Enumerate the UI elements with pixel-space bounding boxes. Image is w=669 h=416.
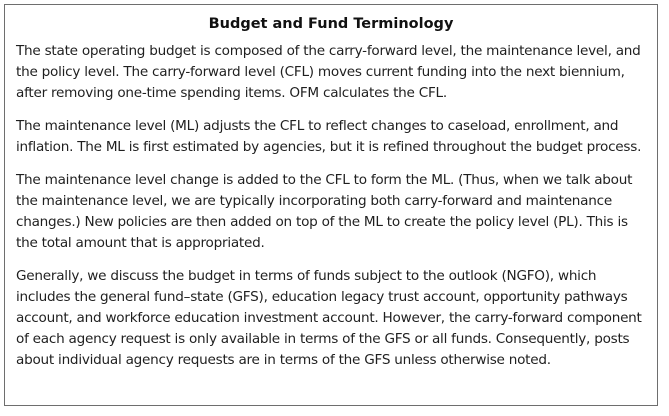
paragraph-policy-level: The maintenance level change is added to the CFL to form the ML. (Thus, when we talk about the maintenance level, we are typically incorporating both carry-forward and maintenance changes.) New policies are then added on top of the ML to create the policy level (PL). This is the total amount that is appropriated. bbox=[16, 172, 633, 251]
paragraph-funds-outlook: Generally, we discuss the budget in terms of funds subject to the outlook (NGFO), which includes the general fund–state (GFS), education legacy trust account, opportunity pathways account, and workforce education investment account. However, the carry-forward component of each agency request is only available in terms of the GFS or all funds. Consequently, posts about individual agency requests are in terms of the GFS unless otherwise noted. bbox=[16, 268, 642, 368]
terminology-box bbox=[4, 4, 658, 406]
box-title: Budget and Fund Terminology bbox=[208, 16, 454, 32]
paragraph-maintenance-level: The maintenance level (ML) adjusts the CFL to reflect changes to caseload, enrollment, and inflation. The ML is first estimated by agencies, but it is refined throughout the budget process. bbox=[16, 118, 642, 155]
paragraph-budget-levels: The state operating budget is composed of the carry-forward level, the maintenance level, and the policy level. The carry-forward level (CFL) moves current funding into the next biennium, after removing one-time spending items. OFM calculates the CFL. bbox=[16, 43, 641, 101]
